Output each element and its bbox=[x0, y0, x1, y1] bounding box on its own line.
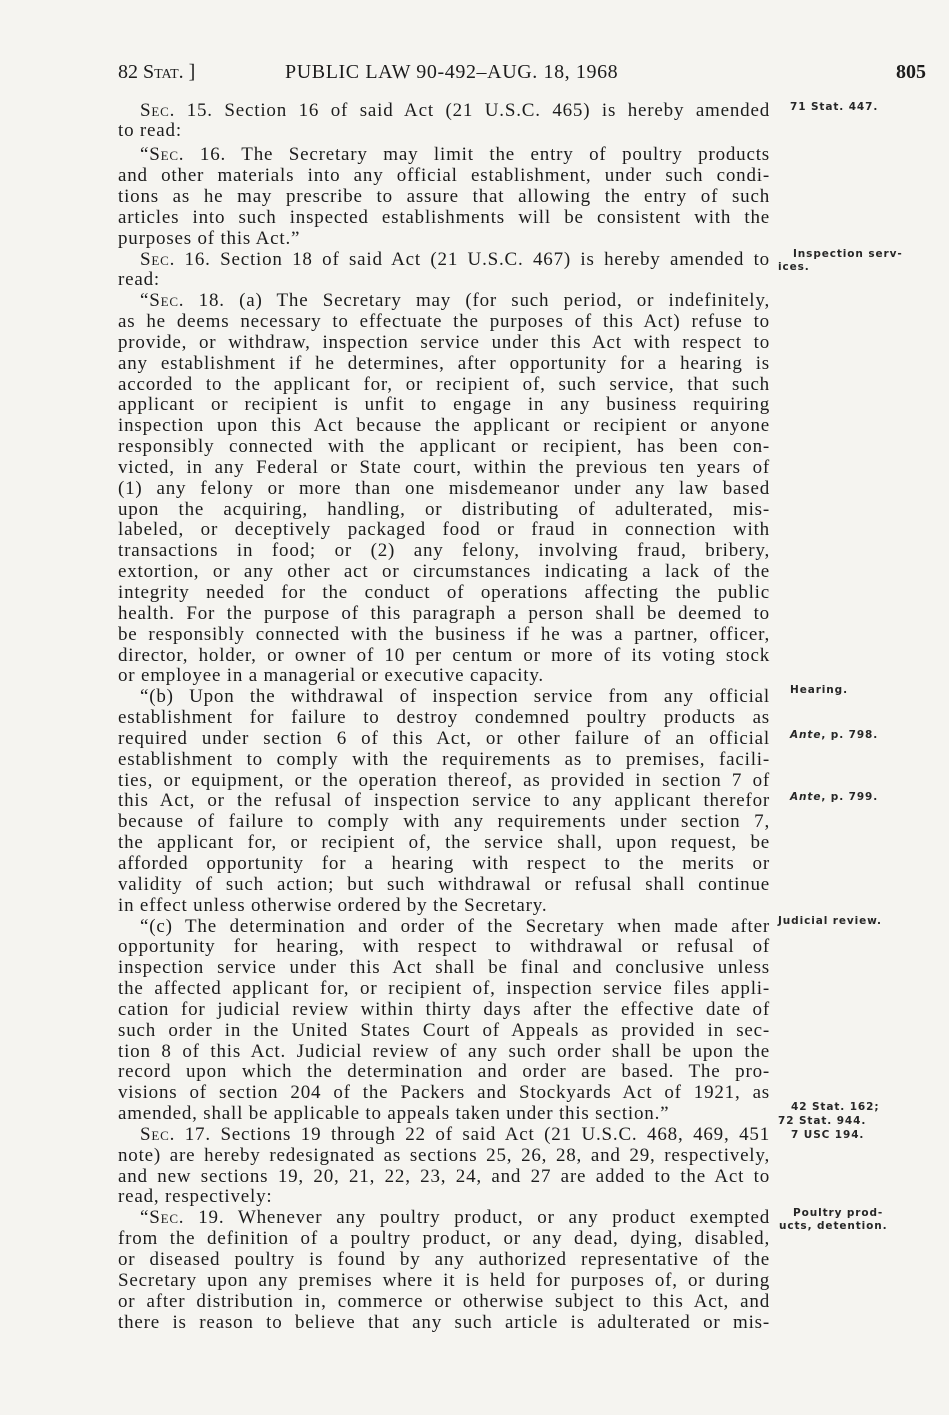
text-line bbox=[118, 250, 770, 271]
text-line bbox=[118, 1125, 770, 1146]
text-line: the applicant for, or recipient of, the service shall, upon request, be bbox=[118, 832, 770, 854]
margin-note-cross-reference bbox=[790, 729, 878, 742]
section-label: Sec. bbox=[140, 99, 176, 121]
text-line bbox=[118, 291, 770, 312]
section-label: “Sec. bbox=[140, 1207, 185, 1229]
line-text: 16. Section 18 of said Act (21 U.S.C. 467) is hereby amended to bbox=[175, 248, 770, 270]
text-line: validity of such action; but such withdrawal or refusal shall continue bbox=[118, 873, 770, 895]
text-line: labeled, or deceptively packaged food or fraud in connection with bbox=[118, 519, 770, 541]
margin-note-citation: 42 Stat. 162; bbox=[791, 1101, 880, 1113]
page-reference: , p. 798. bbox=[821, 729, 879, 741]
section-label: “Sec. bbox=[140, 144, 185, 166]
margin-note-hearing: Hearing. bbox=[790, 684, 848, 696]
text-line: amended, shall be applicable to appeals taken under this section.” bbox=[118, 1103, 670, 1125]
text-line: transactions in food; or (2) any felony, involving fraud, bribery, bbox=[118, 540, 770, 562]
text-line: establishment to comply with the requirements as to premises, facili- bbox=[118, 748, 770, 770]
margin-note-poultry-detention: ucts, detention. bbox=[779, 1220, 888, 1232]
statute-body bbox=[118, 101, 770, 1334]
text-line: responsibly connected with the applicant or recipient, has been con- bbox=[118, 436, 770, 458]
text-line: read, respectively: bbox=[118, 1186, 273, 1208]
margin-note-citation: 72 Stat. 944. bbox=[778, 1115, 867, 1127]
section-label: “Sec. bbox=[140, 290, 185, 312]
text-line: “(c) The determination and order of the Secretary when made after bbox=[140, 915, 770, 937]
text-line: be responsibly connected with the business if he was a partner, officer, bbox=[118, 623, 770, 645]
ante-label: Ante bbox=[790, 729, 822, 741]
text-line: “(b) Upon the withdrawal of inspection service from any official bbox=[140, 686, 770, 708]
text-line: required under section 6 of this Act, or other failure of an official bbox=[118, 727, 770, 749]
section-label: Sec. bbox=[140, 1123, 176, 1145]
line-text: 18. (a) The Secretary may (for such period, or indefinitely, bbox=[184, 290, 770, 312]
page-number: 805 bbox=[896, 61, 926, 83]
text-line: inspection upon this Act because the applicant or recipient or anyone bbox=[118, 415, 770, 437]
text-line: provide, or withdraw, inspection service under this Act with respect to bbox=[118, 331, 770, 353]
line-text: 17. Sections 19 through 22 of said Act (21 U.S.C. 468, 469, 451 bbox=[175, 1123, 770, 1145]
text-line bbox=[118, 1208, 770, 1229]
text-line: applicant or recipient is unfit to engage in any business requiring bbox=[118, 394, 770, 416]
text-line: as he deems necessary to effectuate the purposes of this Act) refuse to bbox=[118, 311, 770, 333]
text-line: visions of section 204 of the Packers and Stockyards Act of 1921, as bbox=[118, 1082, 770, 1104]
ante-label: Ante bbox=[790, 791, 822, 803]
text-line: the affected applicant for, or recipient of, inspection service files appli- bbox=[118, 978, 770, 1000]
text-line: integrity needed for the conduct of operations affecting the public bbox=[118, 582, 770, 603]
text-line: there is reason to believe that any such article is adulterated or mis- bbox=[118, 1311, 770, 1333]
text-line: in effect unless otherwise ordered by the Secretary. bbox=[118, 894, 548, 916]
text-line: opportunity for hearing, with respect to withdrawal or refusal of bbox=[118, 936, 770, 958]
margin-note-cross-reference bbox=[790, 791, 878, 804]
margin-note-judicial-review: Judicial review. bbox=[778, 915, 882, 927]
text-line: record upon which the determination and order are based. The pro- bbox=[118, 1061, 770, 1083]
text-line: purposes of this Act.” bbox=[118, 227, 301, 249]
text-line: from the definition of a poultry product, or any dead, dying, disabled, bbox=[118, 1228, 770, 1250]
text-line: tion 8 of this Act. Judicial review of any such order shall be upon the bbox=[118, 1040, 770, 1062]
volume-reference: 82 Stat. ] bbox=[118, 61, 196, 83]
text-line: such order in the United States Court of Appeals as provided in sec- bbox=[118, 1019, 770, 1041]
line-text: 19. Whenever any poultry product, or any product exempted bbox=[184, 1207, 770, 1229]
margin-note-poultry-detention: Poultry prod- bbox=[793, 1207, 884, 1219]
text-line: or employee in a managerial or executive capacity. bbox=[118, 665, 544, 687]
text-line: health. For the purpose of this paragraph a person shall be deemed to bbox=[118, 602, 770, 624]
text-line: to read: bbox=[118, 120, 182, 142]
text-line: or diseased poultry is found by any authorized representative of the bbox=[118, 1249, 770, 1270]
text-line: inspection service under this Act shall be final and conclusive unless bbox=[118, 957, 770, 979]
text-line: read: bbox=[118, 269, 160, 291]
margin-note-inspection-services: Inspection serv- bbox=[793, 248, 903, 260]
text-line: articles into such inspected establishments will be consistent with the bbox=[118, 206, 770, 228]
text-line: because of failure to comply with any requirements under section 7, bbox=[118, 811, 770, 833]
text-line: director, holder, or owner of 10 per centum or more of its voting stock bbox=[118, 644, 770, 666]
line-text: 15. Section 16 of said Act (21 U.S.C. 465) is hereby amended bbox=[175, 99, 770, 121]
margin-note-inspection-services: ices. bbox=[778, 261, 810, 273]
text-line: accorded to the applicant for, or recipient of, such service, that such bbox=[118, 373, 770, 395]
text-line bbox=[118, 101, 770, 122]
text-line: establishment for failure to destroy condemned poultry products as bbox=[118, 707, 770, 729]
text-line: and new sections 19, 20, 21, 22, 23, 24, and 27 are added to the Act to bbox=[118, 1165, 770, 1187]
text-line: and other materials into any official establishment, under such condi- bbox=[118, 165, 770, 187]
text-line: any establishment if he determines, after opportunity for a hearing is bbox=[118, 352, 770, 374]
margin-note-citation: 71 Stat. 447. bbox=[790, 101, 879, 113]
text-line bbox=[118, 145, 770, 166]
text-line: afforded opportunity for a hearing with respect to the merits or bbox=[118, 852, 770, 874]
text-line: upon the acquiring, handling, or distributing of adulterated, mis- bbox=[118, 498, 770, 520]
text-line: this Act, or the refusal of inspection service to any applicant therefor bbox=[118, 790, 770, 812]
text-line: ties, or equipment, or the operation thereof, as provided in section 7 of bbox=[118, 769, 770, 791]
page-reference: , p. 799. bbox=[821, 791, 879, 803]
text-line: note) are hereby redesignated as sections 25, 26, 28, and 29, respectively, bbox=[118, 1144, 770, 1166]
text-line: (1) any felony or more than one misdemeanor under any law based bbox=[118, 477, 770, 499]
margin-note-citation: 7 USC 194. bbox=[791, 1129, 865, 1141]
section-label: Sec. bbox=[140, 248, 176, 270]
text-line: or after distribution in, commerce or otherwise subject to this Act, and bbox=[118, 1290, 770, 1312]
page-title: PUBLIC LAW 90-492–AUG. 18, 1968 bbox=[285, 61, 619, 83]
line-text: 16. The Secretary may limit the entry of poultry products bbox=[184, 144, 770, 166]
text-line: cation for judicial review within thirty days after the effective date of bbox=[118, 998, 770, 1020]
text-line: Secretary upon any premises where it is held for purposes of, or during bbox=[118, 1269, 770, 1291]
text-line: tions as he may prescribe to assure that allowing the entry of such bbox=[118, 185, 770, 207]
text-line: extortion, or any other act or circumstances indicating a lack of the bbox=[118, 561, 770, 583]
text-line: victed, in any Federal or State court, within the previous ten years of bbox=[118, 456, 770, 478]
